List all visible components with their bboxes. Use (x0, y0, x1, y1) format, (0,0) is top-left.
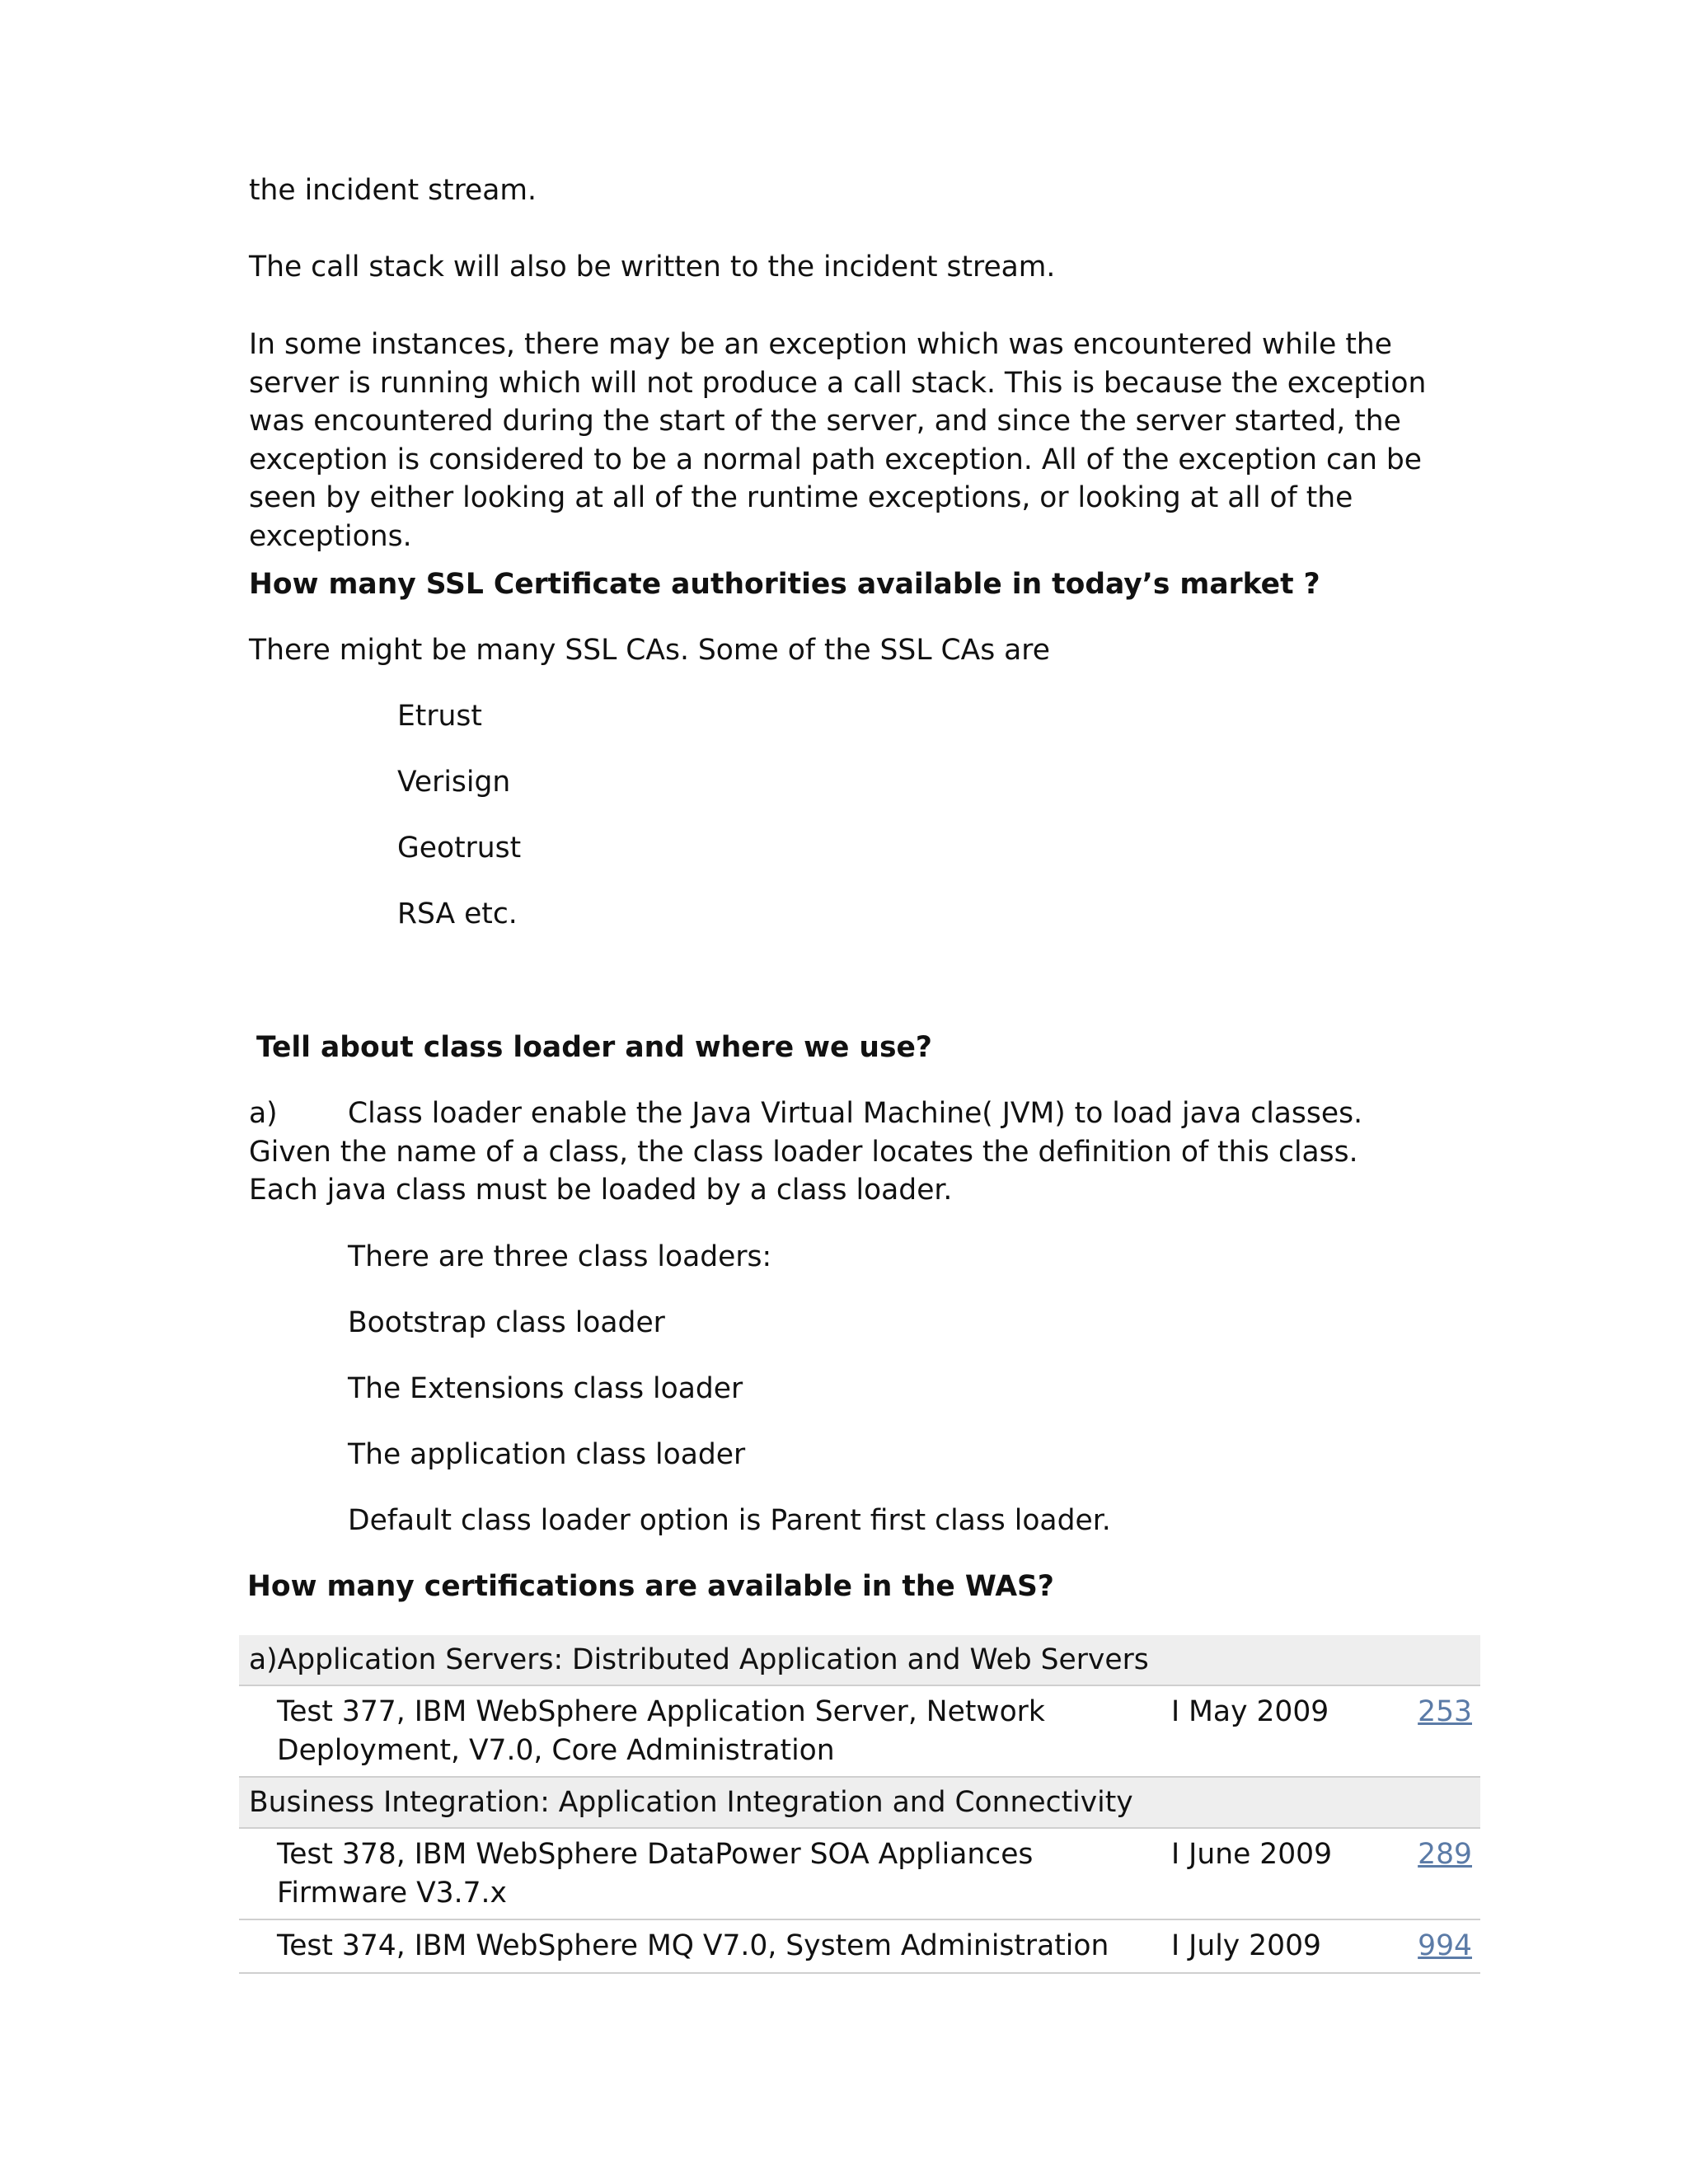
ca-item: RSA etc. (397, 898, 518, 930)
classloader-paragraph (249, 1094, 1428, 1210)
ca-item: Verisign (397, 766, 511, 799)
test-count-cell (1380, 1693, 1480, 1769)
test-date: I May 2009 (1171, 1695, 1329, 1728)
test-date: I July 2009 (1171, 1929, 1321, 1962)
test-name: Test 377, IBM WebSphere Application Server, Network Deployment, V7.0, Core Administration (277, 1695, 1045, 1767)
ca-item: Geotrust (397, 832, 522, 865)
test-count-cell (1380, 1835, 1480, 1912)
table-row (239, 1829, 1480, 1920)
intro-line-1: the incident stream. (249, 174, 537, 207)
test-name: Test 378, IBM WebSphere DataPower SOA Appliances Firmware V3.7.x (277, 1838, 1034, 1910)
category-row: a)Application Servers: Distributed Application and Web Servers (239, 1635, 1480, 1686)
classloader-first-line: Class loader enable the Java Virtual Machine( JVM) to load java classes. (348, 1097, 1363, 1130)
category-row: Business Integration: Application Integration and Connectivity (239, 1778, 1480, 1829)
test-date: I June 2009 (1171, 1838, 1333, 1871)
classloader-item: There are three class loaders: (348, 1240, 772, 1273)
classloader-item: Default class loader option is Parent first class loader. (348, 1504, 1111, 1537)
test-count-link[interactable]: 994 (1418, 1929, 1472, 1962)
classloader-rest: Given the name of a class, the class loader locates the definition of this class. Each java class must be loaded by a class loader. (249, 1135, 1358, 1207)
classloader-heading: Tell about class loader and where we use? (256, 1031, 932, 1064)
certs-heading: How many certifications are available in the WAS? (247, 1570, 1054, 1603)
test-name: Test 374, IBM WebSphere MQ V7.0, System Administration (277, 1929, 1109, 1962)
test-count-link[interactable]: 289 (1418, 1838, 1472, 1871)
test-count-cell (1380, 1927, 1480, 1966)
test-count-link[interactable]: 253 (1418, 1695, 1472, 1728)
intro-paragraph: In some instances, there may be an exception which was encountered while the server is running which will not produce a call stack. This is because the exception was encountered during the start of the server, and since the server started, the exception is considered to be a normal path exception. All of the exception can be seen by either looking at all of the runtime exceptions, or looking at all of the exceptions. (249, 328, 1427, 553)
table-row (239, 1920, 1480, 1974)
list-marker: a) (249, 1097, 278, 1130)
classloader-item: The application class loader (348, 1438, 746, 1471)
intro-line-2: The call stack will also be written to the incident stream. (249, 251, 1056, 284)
ca-item: Etrust (397, 700, 482, 733)
certifications-table (239, 1635, 1480, 1974)
classloader-item: The Extensions class loader (348, 1372, 743, 1405)
ssl-intro: There might be many SSL CAs. Some of the SSL CAs are (249, 634, 1050, 667)
ssl-heading: How many SSL Certificate authorities available in today’s market ? (249, 568, 1320, 601)
table-row (239, 1686, 1480, 1778)
classloader-item: Bootstrap class loader (348, 1306, 665, 1339)
